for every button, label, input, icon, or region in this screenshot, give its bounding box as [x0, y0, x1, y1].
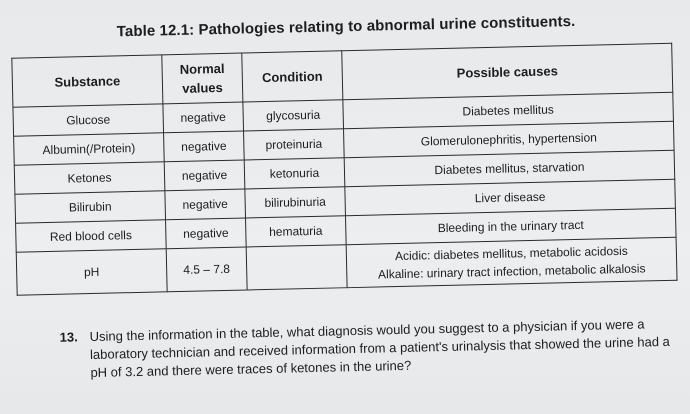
header-possible-causes: Possible causes — [342, 43, 673, 99]
cell-normal: negative — [164, 131, 245, 162]
cell-causes: Liver disease — [345, 179, 676, 215]
cell-causes-acidic: Acidic: diabetes mellitus, metabolic acidosis — [394, 243, 628, 264]
cell-condition: bilirubinuria — [245, 187, 346, 218]
cell-substance: Albumin(/Protein) — [14, 133, 165, 165]
cell-substance: Red blood cells — [16, 220, 167, 252]
question-13 — [59, 315, 680, 383]
cell-condition: hematuria — [246, 216, 347, 247]
question-text: Using the information in the table, what diagnosis would you suggest to a physician if you were a laboratory technician and received information from a patient's urinalysis that showed the urine had a pH of 3.2 and there were traces of ketones in the urine? — [89, 316, 670, 381]
header-normal-values-label: Normal values — [179, 60, 225, 96]
cell-substance: Glucose — [13, 104, 164, 136]
cell-condition: proteinuria — [244, 129, 345, 160]
header-substance: Substance — [12, 55, 163, 107]
cell-normal: negative — [165, 189, 246, 220]
cell-condition: glycosuria — [243, 100, 344, 131]
cell-substance: Ketones — [14, 162, 165, 194]
cell-normal: negative — [163, 102, 244, 133]
cell-substance: pH — [16, 249, 167, 295]
cell-causes — [346, 237, 677, 287]
cell-causes: Diabetes mellitus — [343, 92, 674, 128]
header-condition: Condition — [242, 51, 343, 102]
cell-condition — [246, 245, 347, 290]
cell-substance: Bilirubin — [15, 191, 166, 223]
pathologies-table — [11, 43, 677, 296]
cell-normal: negative — [164, 160, 245, 191]
cell-causes: Bleeding in the urinary tract — [345, 208, 676, 244]
cell-causes-alkaline: Alkaline: urinary tract infection, metabolic alkalosis — [377, 261, 646, 282]
cell-causes: Diabetes mellitus, starvation — [344, 150, 675, 186]
question-number: 13. — [59, 329, 78, 345]
cell-normal: negative — [166, 218, 247, 249]
cell-condition: ketonuria — [244, 158, 345, 189]
table-title: Table 12.1: Pathologies relating to abnormal urine constituents. — [116, 12, 576, 41]
cell-normal: 4.5 – 7.8 — [166, 247, 247, 292]
header-normal-values — [162, 53, 243, 104]
cell-causes: Glomerulonephritis, hypertension — [344, 121, 675, 157]
